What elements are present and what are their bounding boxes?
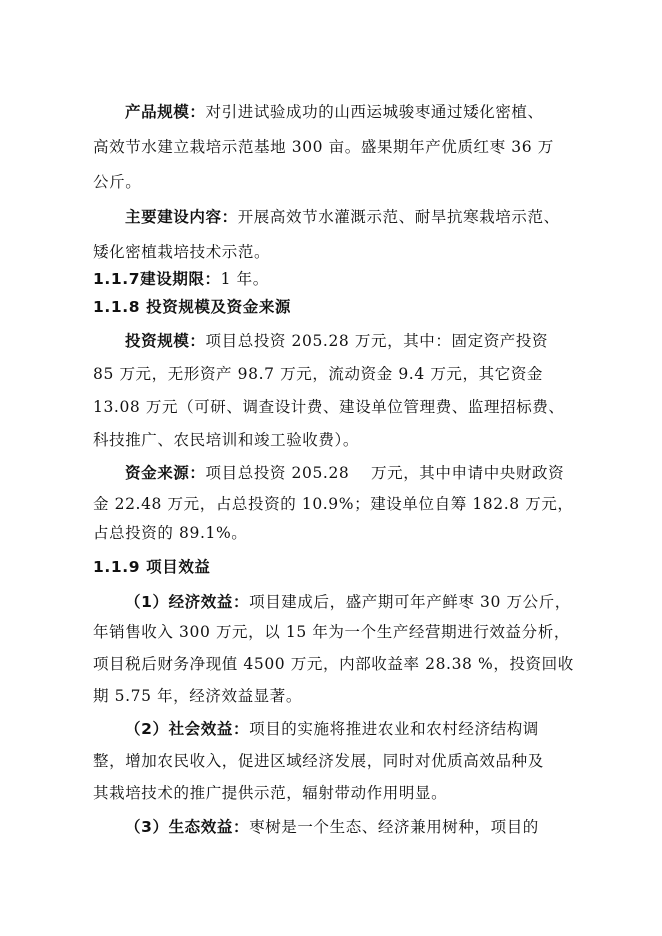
construction-content-label: 主要建设内容： — [125, 208, 238, 226]
product-scale-line-1: 产品规模：对引进试验成功的山西运城骏枣通过矮化密植、 — [125, 103, 544, 121]
section-1-1-7: 1.1.7建设期限：1 年。 — [93, 270, 269, 288]
investment-scale-line-1: 投资规模：项目总投资 205.28 万元，其中：固定资产投资 — [125, 332, 549, 350]
economic-benefit-line-1: （1）经济效益：项目建成后，盛产期可年产鲜枣 30 万公斤， — [125, 593, 571, 611]
investment-scale-line-3: 13.08 万元（可研、调查设计费、建设单位管理费、监理招标费、 — [93, 398, 565, 416]
economic-benefit-line-4: 期 5.75 年，经济效益显著。 — [93, 687, 302, 705]
product-scale-label: 产品规模： — [125, 103, 206, 121]
product-scale-line-3: 公斤。 — [93, 173, 142, 191]
fund-source-line-2: 金 22.48 万元，占总投资的 10.9%；建设单位自筹 182.8 万元， — [93, 495, 574, 513]
fund-source-line-3: 占总投资的 89.1%。 — [93, 524, 248, 542]
fund-source-line-1: 资金来源：项目总投资 205.28 万元，其中申请中央财政资 — [125, 464, 565, 482]
section-1-1-7-title: 建设期限： — [140, 270, 221, 288]
social-benefit-label: （2）社会效益： — [125, 720, 250, 738]
social-benefit-line-3: 其栽培技术的推广提供示范，辐射带动作用明显。 — [93, 784, 448, 802]
social-benefit-line-1: （2）社会效益：项目的实施将推进农业和农村经济结构调 — [125, 720, 539, 738]
investment-scale-line-2: 85 万元，无形资产 98.7 万元，流动资金 9.4 万元，其它资金 — [93, 365, 544, 383]
economic-benefit-label: （1）经济效益： — [125, 593, 250, 611]
economic-benefit-line-3: 项目税后财务净现值 4500 万元，内部收益率 28.38 %，投资回收 — [93, 655, 574, 673]
investment-scale-line-4: 科技推广、农民培训和竣工验收费）。 — [93, 431, 359, 449]
fund-source-label: 资金来源： — [125, 464, 206, 482]
section-1-1-9-heading: 1.1.9 项目效益 — [93, 558, 211, 576]
product-scale-line-2: 高效节水建立栽培示范基地 300 亩。盛果期年产优质红枣 36 万 — [93, 138, 554, 156]
investment-scale-label: 投资规模： — [125, 332, 206, 350]
construction-content-line-1: 主要建设内容：开展高效节水灌溉示范、耐旱抗寒栽培示范、 — [125, 208, 560, 226]
social-benefit-line-2: 整，增加农民收入，促进区域经济发展，同时对优质高效品种及 — [93, 752, 544, 770]
ecological-benefit-line-1: （3）生态效益：枣树是一个生态、经济兼用树种，项目的 — [125, 818, 539, 836]
section-1-1-8-heading: 1.1.8 投资规模及资金来源 — [93, 298, 292, 316]
economic-benefit-line-2: 年销售收入 300 万元，以 15 年为一个生产经营期进行效益分析， — [93, 623, 570, 641]
ecological-benefit-label: （3）生态效益： — [125, 818, 250, 836]
construction-content-line-2: 矮化密植栽培技术示范。 — [93, 243, 271, 261]
